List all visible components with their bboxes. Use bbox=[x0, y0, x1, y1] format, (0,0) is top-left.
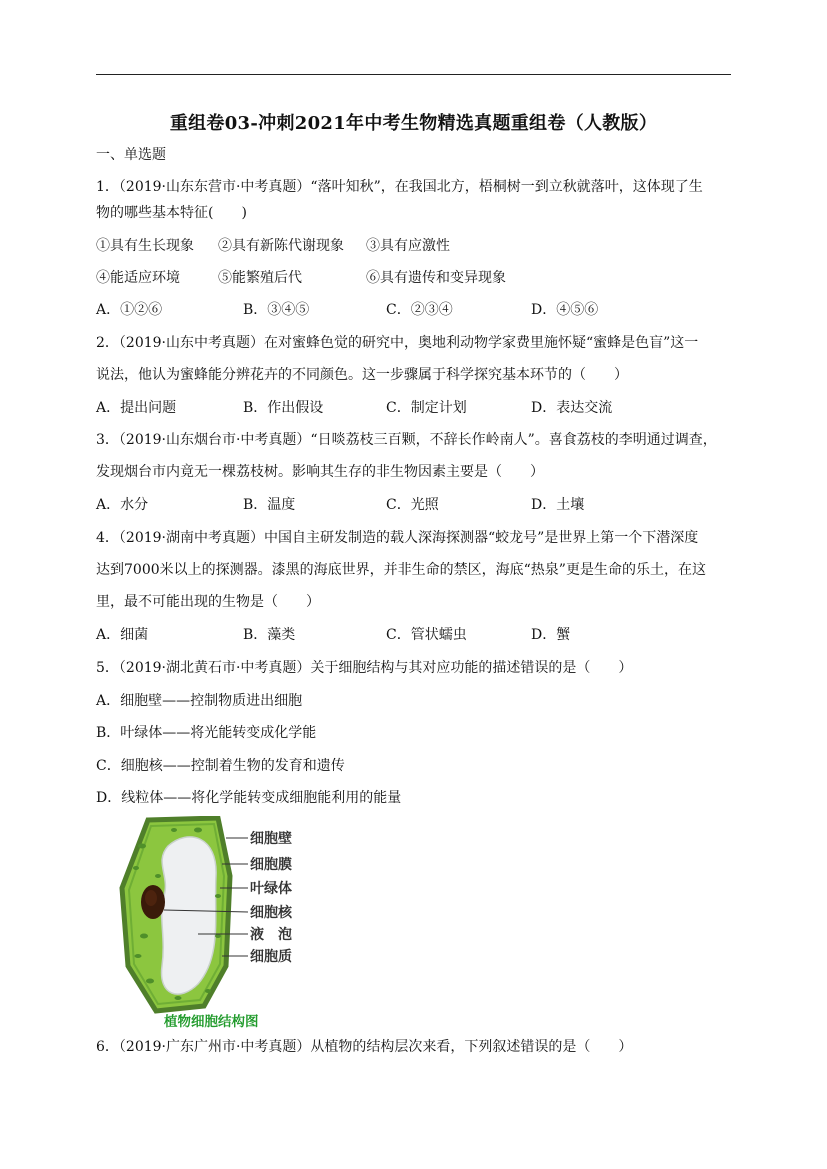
question-3-stem-cont: 发现烟台市内竟无一棵荔枝树。影响其生存的非生物因素主要是（ ） bbox=[96, 464, 544, 480]
question-4-stem-cont-2: 里，最不可能出现的生物是（ ） bbox=[96, 594, 320, 610]
figure-label-vacuole: 液 泡 bbox=[250, 927, 292, 943]
q2-option-d: D．表达交流 bbox=[531, 400, 613, 416]
q1-item-2: ②具有新陈代谢现象 bbox=[218, 238, 344, 254]
section-heading: 一、单选题 bbox=[96, 147, 166, 163]
figure-label-cell-membrane: 细胞膜 bbox=[250, 857, 292, 873]
question-4-stem: 4．（2019·湖南中考真题）中国自主研发制造的载人深海探测器“蛟龙号”是世界上第一个下潜深度 bbox=[96, 530, 699, 546]
figure-label-chloroplast: 叶绿体 bbox=[250, 881, 292, 897]
q1-item-3: ③具有应激性 bbox=[366, 238, 450, 254]
question-1-stem: 1．（2019·山东东营市·中考真题）“落叶知秋”，在我国北方，梧桐树一到立秋就落叶，这体现了生 bbox=[96, 179, 703, 195]
q3-option-a: A．水分 bbox=[96, 497, 149, 513]
figure-caption: 植物细胞结构图 bbox=[164, 1014, 259, 1030]
q5-option-d: D．线粒体——将化学能转变成细胞能利用的能量 bbox=[96, 790, 402, 806]
q3-option-d: D．土壤 bbox=[531, 497, 585, 513]
q3-option-b: B．温度 bbox=[243, 497, 296, 513]
q4-option-c: C．管状蠕虫 bbox=[386, 627, 467, 643]
q5-option-b: B．叶绿体——将光能转变成化学能 bbox=[96, 725, 317, 741]
q1-option-b: B．③④⑤ bbox=[243, 302, 310, 318]
q3-option-c: C．光照 bbox=[386, 497, 439, 513]
question-1-stem-cont: 物的哪些基本特征( ) bbox=[96, 205, 247, 221]
q5-option-c: C．细胞核——控制着生物的发育和遗传 bbox=[96, 758, 345, 774]
q2-option-c: C．制定计划 bbox=[386, 400, 467, 416]
question-6-stem: 6．（2019·广东广州市·中考真题）从植物的结构层次来看，下列叙述错误的是（ ） bbox=[96, 1039, 633, 1055]
q5-option-a: A．细胞壁——控制物质进出细胞 bbox=[96, 693, 303, 709]
q2-option-b: B．作出假设 bbox=[243, 400, 324, 416]
question-4-stem-cont-1: 达到7000米以上的探测器。漆黑的海底世界，并非生命的禁区，海底“热泉”更是生命的乐土，在这 bbox=[96, 562, 706, 578]
figure-label-cell-wall: 细胞壁 bbox=[250, 831, 292, 847]
q1-item-5: ⑤能繁殖后代 bbox=[218, 270, 302, 286]
figure-label-cytoplasm: 细胞质 bbox=[250, 949, 292, 965]
page-title: 重组卷03-冲刺2021年中考生物精选真题重组卷（人教版） bbox=[169, 113, 658, 134]
q4-option-b: B．藻类 bbox=[243, 627, 296, 643]
q1-option-d: D．④⑤⑥ bbox=[531, 302, 599, 318]
header-rule bbox=[96, 74, 731, 75]
q1-item-6: ⑥具有遗传和变异现象 bbox=[366, 270, 506, 286]
question-5-stem: 5．（2019·湖北黄石市·中考真题）关于细胞结构与其对应功能的描述错误的是（ ） bbox=[96, 660, 633, 676]
q1-item-1: ①具有生长现象 bbox=[96, 238, 194, 254]
q2-option-a: A．提出问题 bbox=[96, 400, 177, 416]
plant-cell-diagram bbox=[118, 816, 328, 1031]
question-2-stem: 2．（2019·山东中考真题）在对蜜蜂色觉的研究中，奥地利动物学家费里施怀疑“蜜蜂是色盲”这一 bbox=[96, 335, 699, 351]
q1-option-a: A．①②⑥ bbox=[96, 302, 163, 318]
q1-item-4: ④能适应环境 bbox=[96, 270, 180, 286]
figure-label-nucleus: 细胞核 bbox=[250, 905, 292, 921]
q4-option-d: D．蟹 bbox=[531, 627, 571, 643]
question-3-stem: 3．（2019·山东烟台市·中考真题）“日啖荔枝三百颗，不辞长作岭南人”。喜食荔枝的李明通过调查， bbox=[96, 432, 717, 448]
question-2-stem-cont: 说法，他认为蜜蜂能分辨花卉的不同颜色。这一步骤属于科学探究基本环节的（ ） bbox=[96, 367, 628, 383]
q4-option-a: A．细菌 bbox=[96, 627, 149, 643]
q1-option-c: C．②③④ bbox=[386, 302, 453, 318]
